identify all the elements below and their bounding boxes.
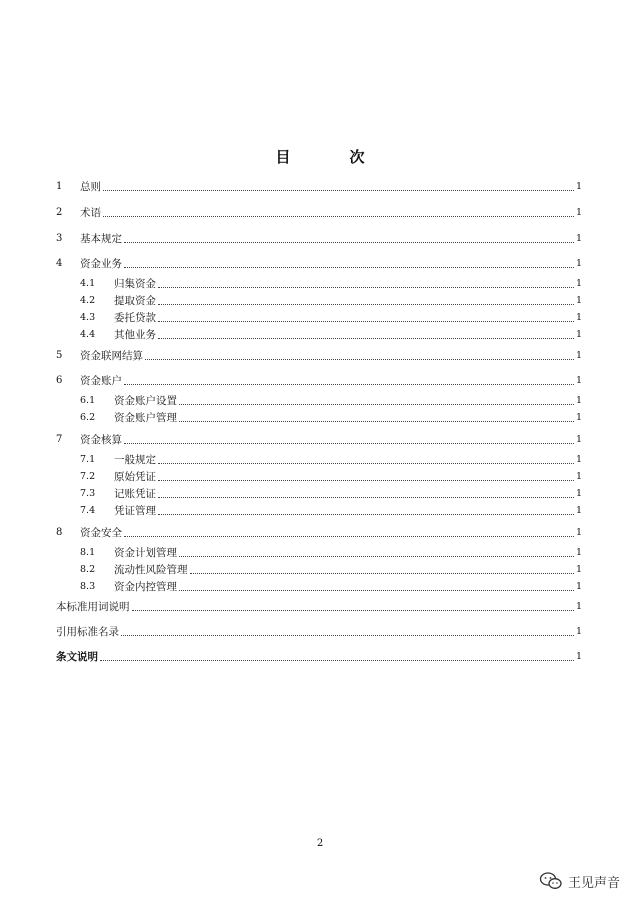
watermark-text: 王见声音 [567, 875, 620, 891]
toc-entry-number: 4.3 [80, 312, 96, 323]
toc-entry-page: 1 [575, 581, 582, 592]
toc-entry-page: 1 [575, 434, 582, 445]
toc-entry-title: 原始凭证 [114, 471, 156, 483]
toc-entry [80, 468, 582, 484]
toc-entry-number: 2 [56, 207, 63, 218]
toc-entry-number: 7.2 [80, 471, 96, 482]
toc-entry-title: 术语 [80, 207, 101, 219]
toc-entry-title: 资金安全 [80, 527, 122, 539]
toc-entry [80, 502, 582, 518]
toc-entry-number: 8 [56, 527, 63, 538]
toc-leader-dots [145, 358, 574, 360]
toc-entry-number: 7.4 [80, 505, 96, 516]
toc-entry [80, 578, 582, 594]
toc-leader-dots [158, 337, 574, 339]
toc-entry-number: 6.1 [80, 395, 96, 406]
toc-entry-page: 1 [575, 329, 582, 340]
toc-leader-dots [103, 189, 574, 191]
toc-entry-page: 1 [575, 601, 582, 612]
toc-entry-number: 7 [56, 434, 63, 445]
toc-entry [56, 648, 582, 664]
page-number: 2 [316, 838, 324, 849]
toc-leader-dots [158, 462, 574, 464]
toc-entry [56, 372, 582, 388]
toc-leader-dots [124, 535, 574, 537]
toc-entry-title: 资金账户 [80, 375, 122, 387]
toc-entry [80, 326, 582, 342]
toc-leader-dots [100, 659, 574, 661]
toc-entry-title: 记账凭证 [114, 488, 156, 500]
toc-entry-number: 5 [56, 350, 63, 361]
toc-entry-title: 资金核算 [80, 434, 122, 446]
toc-entry [80, 561, 582, 577]
toc-entry-page: 1 [575, 395, 582, 406]
toc-entry-number: 4.2 [80, 295, 96, 306]
toc-entry-number: 8.1 [80, 547, 96, 558]
toc-entry [56, 347, 582, 363]
toc-entry [56, 623, 582, 639]
toc-leader-dots [158, 513, 574, 515]
toc-leader-dots [158, 303, 574, 305]
toc-entry-number: 8.3 [80, 581, 96, 592]
toc-leader-dots [179, 555, 574, 557]
toc-entry-title: 资金账户管理 [114, 412, 177, 424]
toc-leader-dots [158, 496, 574, 498]
toc-entry [56, 255, 582, 271]
toc-entry-title: 基本规定 [80, 233, 122, 245]
toc-entry-page: 1 [575, 375, 582, 386]
toc-entry-page: 1 [575, 527, 582, 538]
toc-entry [56, 178, 582, 194]
toc-entry-page: 1 [575, 295, 582, 306]
toc-entry-page: 1 [575, 350, 582, 361]
toc-entry-number: 4 [56, 258, 63, 269]
toc-entry-page: 1 [575, 258, 582, 269]
toc-entry-page: 1 [575, 547, 582, 558]
toc-leader-dots [190, 572, 574, 574]
toc-entry [56, 524, 582, 540]
toc-leader-dots [179, 589, 574, 591]
toc-leader-dots [158, 479, 574, 481]
toc-entry [56, 230, 582, 246]
toc-entry [80, 275, 582, 291]
toc-leader-dots [121, 634, 574, 636]
toc-entry [80, 392, 582, 408]
toc-entry-title: 资金账户设置 [114, 395, 177, 407]
toc-entry-number: 1 [56, 181, 63, 192]
toc-entry-number: 3 [56, 233, 63, 244]
toc-entry-page: 1 [575, 505, 582, 516]
toc-entry-title: 本标准用词说明 [56, 601, 130, 613]
toc-entry-title: 一般规定 [114, 454, 156, 466]
toc-entry-page: 1 [575, 454, 582, 465]
toc-leader-dots [179, 420, 574, 422]
toc-entry [56, 431, 582, 447]
toc-entry [80, 292, 582, 308]
toc-entry-title: 资金联网结算 [80, 350, 143, 362]
toc-entry [56, 204, 582, 220]
watermark [539, 871, 620, 891]
page-title: 目 次 [275, 148, 387, 166]
toc-entry-title: 提取资金 [114, 295, 156, 307]
toc-entry-page: 1 [575, 564, 582, 575]
toc-entry-title: 流动性风险管理 [114, 564, 188, 576]
toc-entry-title: 归集资金 [114, 278, 156, 290]
toc-entry-page: 1 [575, 626, 582, 637]
toc-entry [80, 451, 582, 467]
toc-entry-page: 1 [575, 312, 582, 323]
toc-entry [80, 409, 582, 425]
toc-entry-page: 1 [575, 181, 582, 192]
toc-entry [80, 485, 582, 501]
toc-entry-page: 1 [575, 471, 582, 482]
toc-entry-page: 1 [575, 651, 582, 662]
toc-leader-dots [124, 241, 574, 243]
toc-entry-number: 6 [56, 375, 63, 386]
wechat-icon [539, 871, 563, 891]
toc-entry-page: 1 [575, 233, 582, 244]
toc-entry-number: 8.2 [80, 564, 96, 575]
toc-leader-dots [179, 403, 574, 405]
toc-leader-dots [158, 286, 574, 288]
toc-entry-title: 资金业务 [80, 258, 122, 270]
toc-leader-dots [124, 266, 574, 268]
toc-entry-title: 委托贷款 [114, 312, 156, 324]
toc-leader-dots [132, 609, 574, 611]
toc-entry-title: 凭证管理 [114, 505, 156, 517]
toc-entry-number: 4.1 [80, 278, 96, 289]
toc-entry-number: 4.4 [80, 329, 96, 340]
toc-entry-number: 7.3 [80, 488, 96, 499]
toc-leader-dots [103, 215, 574, 217]
toc-entry-title: 引用标准名录 [56, 626, 119, 638]
toc-leader-dots [158, 320, 574, 322]
toc-entry-number: 6.2 [80, 412, 96, 423]
toc-entry [80, 544, 582, 560]
toc-entry-title: 资金内控管理 [114, 581, 177, 593]
toc-leader-dots [124, 383, 574, 385]
toc-entry-title: 其他业务 [114, 329, 156, 341]
toc-entry-title: 资金计划管理 [114, 547, 177, 559]
toc-leader-dots [124, 442, 574, 444]
toc-entry-title: 总则 [80, 181, 101, 193]
toc-entry-page: 1 [575, 278, 582, 289]
toc-entry-page: 1 [575, 207, 582, 218]
toc-entry-page: 1 [575, 412, 582, 423]
toc-entry [80, 309, 582, 325]
toc-entry-page: 1 [575, 488, 582, 499]
toc-entry [56, 598, 582, 614]
toc-entry-number: 7.1 [80, 454, 96, 465]
toc-entry-title: 条文说明 [56, 651, 98, 663]
